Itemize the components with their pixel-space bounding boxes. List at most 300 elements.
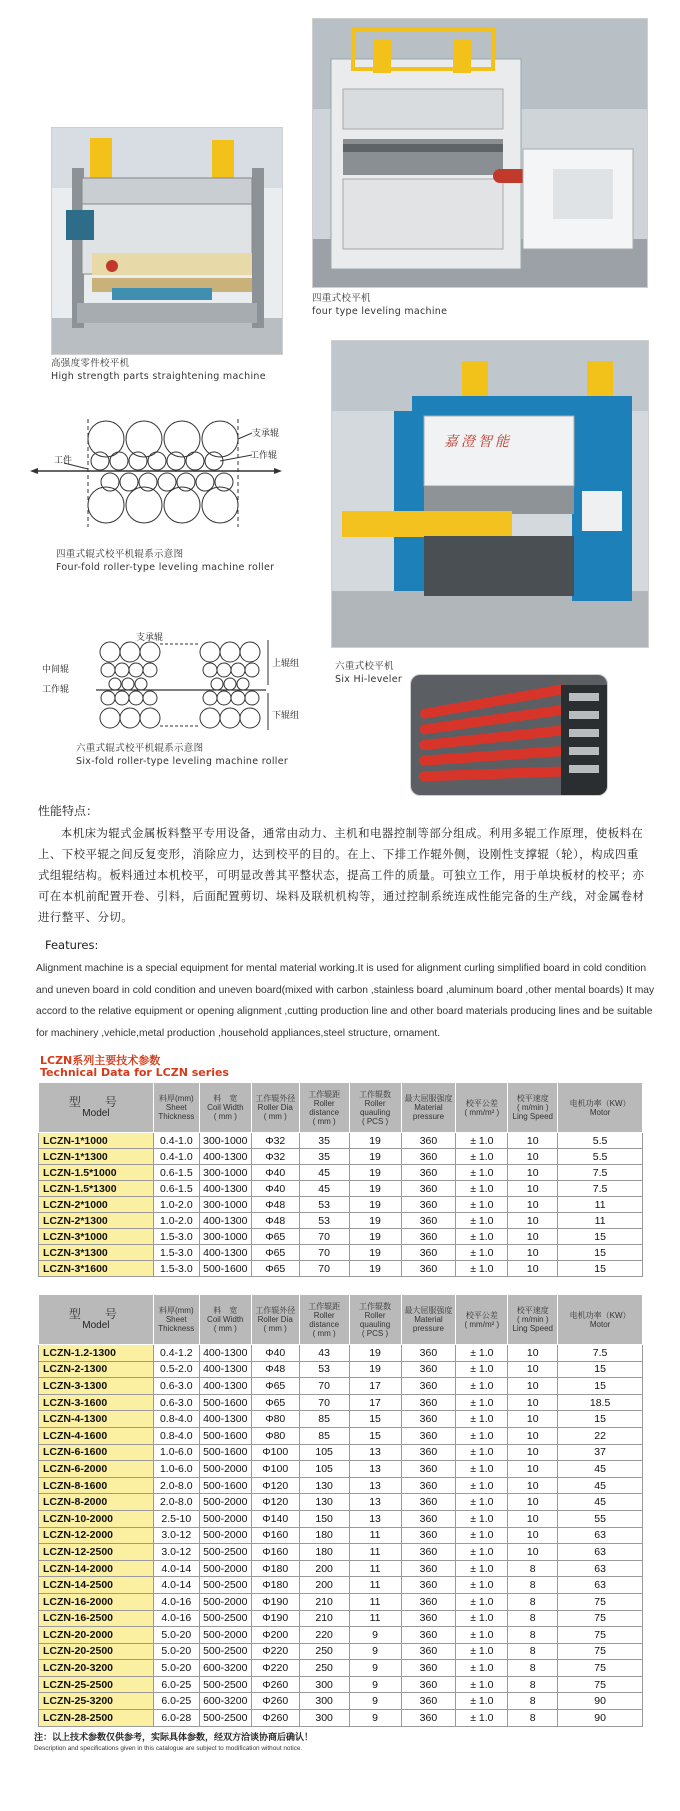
table-cell: 360: [401, 1394, 456, 1411]
table-cell: 10: [508, 1444, 558, 1461]
table-cell: 300-1000: [199, 1197, 251, 1213]
six-fold-caption-cn: 六重式辊式校平机辊系示意图: [76, 743, 204, 754]
table-cell: 8: [508, 1593, 558, 1610]
table-row: [39, 1394, 643, 1411]
table-cell: 180: [299, 1544, 349, 1561]
table-cell: 19: [349, 1261, 401, 1277]
table-cell: 360: [401, 1610, 456, 1627]
table-cell: 1.5-3.0: [153, 1245, 199, 1261]
table-cell: Φ32: [251, 1149, 299, 1165]
table-cell: 15: [558, 1378, 643, 1395]
table-cell: Φ100: [251, 1444, 299, 1461]
table-cell: 10: [508, 1261, 558, 1277]
table-cell: 5.5: [558, 1133, 643, 1149]
table-cell: ± 1.0: [456, 1477, 508, 1494]
table-cell: 360: [401, 1165, 456, 1181]
table-cell-model: LCZN-12-2500: [39, 1544, 154, 1561]
table-cell: 10: [508, 1494, 558, 1511]
table-cell: 0.8-4.0: [153, 1427, 199, 1444]
table-cell: 8: [508, 1643, 558, 1660]
table-cell: 250: [299, 1643, 349, 1660]
table-header-en: Coil Width: [207, 1315, 244, 1324]
features-title-cn: 性能特点：: [38, 804, 99, 818]
table-cell: 10: [508, 1213, 558, 1229]
table-cell-model: LCZN-10-2000: [39, 1510, 154, 1527]
table-cell: ± 1.0: [456, 1394, 508, 1411]
table-cell: Φ180: [251, 1560, 299, 1577]
table-header-cn: 型 号: [68, 1306, 123, 1321]
table-note-en: Description and specifications given in this catalogue are subject to modification without notice.: [34, 1745, 303, 1752]
table-cell: 45: [558, 1461, 643, 1478]
table-header-cn: 校平公差: [465, 1098, 498, 1108]
table-row: [39, 1197, 643, 1213]
table-cell: ± 1.0: [456, 1181, 508, 1197]
table-cell: 11: [349, 1577, 401, 1594]
table-cell: ± 1.0: [456, 1149, 508, 1165]
table-cell: 75: [558, 1660, 643, 1677]
table-cell: ± 1.0: [456, 1544, 508, 1561]
table-cell: Φ120: [251, 1477, 299, 1494]
table-header-cn: 工作辊数: [359, 1301, 392, 1311]
four-fold-caption-cn: 四重式辊式校平机辊系示意图: [56, 549, 184, 560]
table-header-cn: 料厚(mm): [159, 1094, 194, 1103]
table-row: [39, 1229, 643, 1245]
table-cell: 400-1300: [199, 1378, 251, 1395]
table-cell: Φ40: [251, 1165, 299, 1181]
table-cell: 4.0-16: [153, 1610, 199, 1627]
table-header-6: [401, 1083, 456, 1133]
table-cell: Φ260: [251, 1676, 299, 1693]
table-header-cn: 校平速度: [516, 1094, 549, 1103]
table-header-3: [251, 1083, 299, 1133]
table-cell: 360: [401, 1181, 456, 1197]
table-cell: ± 1.0: [456, 1165, 508, 1181]
table-cell-model: LCZN-1*1300: [39, 1149, 154, 1165]
table-row: [39, 1477, 643, 1494]
table-header-en: ( mm/m² ): [464, 1319, 500, 1329]
table-header-en: Material pressure: [412, 1103, 445, 1121]
four-fold-caption: [56, 548, 274, 574]
table-cell: 500-2000: [199, 1510, 251, 1527]
high-strength-caption-cn: 高强度零件校平机: [51, 358, 130, 369]
rollers-closeup-photo: [410, 674, 608, 796]
table-cell-model: LCZN-25-3200: [39, 1693, 154, 1710]
table-cell: 63: [558, 1527, 643, 1544]
table-cell: Φ32: [251, 1133, 299, 1149]
table-cell: ± 1.0: [456, 1461, 508, 1478]
four-type-caption-cn: 四重式校平机: [312, 293, 371, 304]
table-cell-model: LCZN-8-2000: [39, 1494, 154, 1511]
table-cell: 5.0-20: [153, 1643, 199, 1660]
table-header-unit: ( PCS ): [361, 1116, 389, 1126]
table-header-cn: 工作辊数: [359, 1089, 392, 1099]
table-cell: 200: [299, 1577, 349, 1594]
table-cell-model: LCZN-8-1600: [39, 1477, 154, 1494]
table-header-cn: 校平公差: [465, 1310, 498, 1320]
table-cell: 1.0-2.0: [153, 1197, 199, 1213]
table-title-cn: LCZN系列主要技术参数: [40, 1054, 161, 1067]
table-cell: 7.5: [558, 1165, 643, 1181]
four-fold-label-workpiece: 工件: [54, 456, 73, 466]
table-cell: 43: [299, 1345, 349, 1362]
table-cell: Φ80: [251, 1411, 299, 1428]
table-cell: 45: [299, 1165, 349, 1181]
table-cell: ± 1.0: [456, 1197, 508, 1213]
table-cell: 360: [401, 1593, 456, 1610]
table-cell: 2.5-10: [153, 1510, 199, 1527]
table-cell: 0.6-1.5: [153, 1165, 199, 1181]
table-cell: 90: [558, 1710, 643, 1727]
table-cell: 10: [508, 1411, 558, 1428]
table-cell: 19: [349, 1133, 401, 1149]
table-row: [39, 1560, 643, 1577]
table-cell-model: LCZN-1.5*1000: [39, 1165, 154, 1181]
table-cell: 130: [299, 1494, 349, 1511]
table-cell: 70: [299, 1394, 349, 1411]
table-cell: Φ65: [251, 1261, 299, 1277]
table-cell: 10: [508, 1527, 558, 1544]
table-cell: 1.0-2.0: [153, 1213, 199, 1229]
six-fold-caption: [76, 742, 288, 768]
table-cell-model: LCZN-20-2000: [39, 1627, 154, 1644]
table-cell: 400-1300: [199, 1411, 251, 1428]
table-cell: 300-1000: [199, 1133, 251, 1149]
table-cell: 19: [349, 1245, 401, 1261]
table-cell: 15: [558, 1261, 643, 1277]
table-cell: 300: [299, 1693, 349, 1710]
table-header-2: [199, 1295, 251, 1345]
table-cell: 360: [401, 1461, 456, 1478]
table-cell: 0.4-1.0: [153, 1149, 199, 1165]
table-cell: Φ160: [251, 1527, 299, 1544]
table-header-en: Coil Width: [207, 1103, 244, 1112]
table-cell: Φ160: [251, 1544, 299, 1561]
table-cell: 11: [349, 1527, 401, 1544]
table-cell: 8: [508, 1710, 558, 1727]
table-header-en: ( mm/m² ): [464, 1107, 500, 1117]
table-cell: 10: [508, 1181, 558, 1197]
table-cell: 8: [508, 1693, 558, 1710]
table-row: [39, 1577, 643, 1594]
table-cell: 500-2000: [199, 1494, 251, 1511]
table-cell: 360: [401, 1345, 456, 1362]
high-strength-caption-en: High strength parts straightening machine: [51, 371, 266, 382]
table-cell: Φ200: [251, 1627, 299, 1644]
table-cell: 0.6-3.0: [153, 1378, 199, 1395]
table-cell: 53: [299, 1361, 349, 1378]
table-cell: 9: [349, 1710, 401, 1727]
six-hi-caption-en: Six Hi-leveler: [335, 674, 403, 685]
table-cell: 500-1600: [199, 1427, 251, 1444]
table-row: [39, 1510, 643, 1527]
table-cell: 1.0-6.0: [153, 1444, 199, 1461]
table-cell-model: LCZN-6-2000: [39, 1461, 154, 1478]
table-cell: 15: [558, 1411, 643, 1428]
table-cell-model: LCZN-4-1600: [39, 1427, 154, 1444]
table-cell: Φ40: [251, 1345, 299, 1362]
four-type-caption: [312, 292, 447, 318]
spec-table-group2: [38, 1294, 643, 1727]
table-cell: Φ48: [251, 1197, 299, 1213]
table-cell: 600-3200: [199, 1660, 251, 1677]
table-cell: 19: [349, 1213, 401, 1229]
table-cell: ± 1.0: [456, 1643, 508, 1660]
table-cell: ± 1.0: [456, 1710, 508, 1727]
table-cell: 210: [299, 1593, 349, 1610]
table-cell: 19: [349, 1165, 401, 1181]
table-cell: 19: [349, 1181, 401, 1197]
table-header-unit: ( mm ): [213, 1324, 237, 1333]
table-header-en: Roller distance: [309, 1310, 340, 1329]
table-cell: Φ180: [251, 1577, 299, 1594]
table-cell: 10: [508, 1378, 558, 1395]
table-cell: 10: [508, 1427, 558, 1444]
table-cell: 500-1600: [199, 1261, 251, 1277]
table-cell: 105: [299, 1461, 349, 1478]
table-cell: 10: [508, 1149, 558, 1165]
table-cell-model: LCZN-16-2000: [39, 1593, 154, 1610]
table-cell: 19: [349, 1149, 401, 1165]
table-cell: 19: [349, 1345, 401, 1362]
table-cell: 10: [508, 1197, 558, 1213]
table-cell: 500-2500: [199, 1643, 251, 1660]
table-header-cn: 校平速度: [516, 1306, 549, 1315]
table-cell: 8: [508, 1610, 558, 1627]
table-cell: 500-2000: [199, 1461, 251, 1478]
table-cell: 360: [401, 1676, 456, 1693]
table-cell-model: LCZN-3-1600: [39, 1394, 154, 1411]
table-cell: 15: [558, 1245, 643, 1261]
table-cell: 500-1600: [199, 1477, 251, 1494]
table-row: [39, 1149, 643, 1165]
table-cell: ± 1.0: [456, 1345, 508, 1362]
table-header-en: Roller Dia: [257, 1103, 293, 1112]
table-cell: 300-1000: [199, 1165, 251, 1181]
table-cell-model: LCZN-12-2000: [39, 1527, 154, 1544]
table-cell-model: LCZN-2-1300: [39, 1361, 154, 1378]
six-hi-caption-cn: 六重式校平机: [335, 661, 394, 672]
table-cell: 360: [401, 1527, 456, 1544]
table-cell: ± 1.0: [456, 1527, 508, 1544]
table-cell: Φ65: [251, 1245, 299, 1261]
table-cell-model: LCZN-3-1300: [39, 1378, 154, 1395]
table-cell: 10: [508, 1461, 558, 1478]
features-title-en: Features:: [45, 938, 99, 952]
table-header-cn: 最大屈服强度: [404, 1094, 453, 1103]
table-cell: ± 1.0: [456, 1361, 508, 1378]
table-cell: 8: [508, 1660, 558, 1677]
six-fold-roller-diagram: [40, 630, 308, 740]
table-row: [39, 1544, 643, 1561]
table-cell: 360: [401, 1149, 456, 1165]
table-cell: 8: [508, 1627, 558, 1644]
table-cell: 10: [508, 1394, 558, 1411]
table-cell: 2.0-8.0: [153, 1477, 199, 1494]
table-cell: 37: [558, 1444, 643, 1461]
table-header-0: [39, 1295, 154, 1345]
table-cell: 360: [401, 1710, 456, 1727]
table-cell-model: LCZN-16-2500: [39, 1610, 154, 1627]
table-cell: 500-2500: [199, 1676, 251, 1693]
table-cell-model: LCZN-28-2500: [39, 1710, 154, 1727]
table-cell: Φ80: [251, 1427, 299, 1444]
four-fold-label-support: 支承辊: [252, 429, 280, 439]
table-header-6: [401, 1295, 456, 1345]
table-cell: 500-2500: [199, 1710, 251, 1727]
table-header-unit: ( mm ): [213, 1112, 237, 1121]
four-fold-roller-diagram: [24, 413, 289, 543]
table-header-0: [39, 1083, 154, 1133]
table-cell: 0.6-1.5: [153, 1181, 199, 1197]
table-row: [39, 1593, 643, 1610]
six-fold-label-upper-group: 上辊组: [272, 659, 300, 669]
table-cell: 360: [401, 1577, 456, 1594]
table-cell: 400-1300: [199, 1245, 251, 1261]
table-header-cn: 电机功率（KW）: [569, 1098, 631, 1108]
table-cell: 360: [401, 1133, 456, 1149]
table-cell: 6.0-28: [153, 1710, 199, 1727]
table-cell: ± 1.0: [456, 1494, 508, 1511]
table-cell-model: LCZN-3*1300: [39, 1245, 154, 1261]
table-cell: 75: [558, 1610, 643, 1627]
table-cell: Φ220: [251, 1660, 299, 1677]
table-row: [39, 1411, 643, 1428]
table-header-en: Model: [82, 1319, 110, 1331]
table-cell: 360: [401, 1229, 456, 1245]
table-cell: 11: [349, 1544, 401, 1561]
table-cell: ± 1.0: [456, 1577, 508, 1594]
table-cell-model: LCZN-1.2-1300: [39, 1345, 154, 1362]
six-fold-label-work: 工作辊: [42, 685, 70, 695]
table-cell: Φ260: [251, 1710, 299, 1727]
table-cell: 19: [349, 1197, 401, 1213]
table-cell: ± 1.0: [456, 1444, 508, 1461]
table-header-3: [251, 1295, 299, 1345]
table-cell: 3.0-12: [153, 1527, 199, 1544]
table-row: [39, 1627, 643, 1644]
six-hi-logo-text: 嘉澄智能: [444, 434, 512, 450]
six-hi-leveler-photo: [331, 340, 649, 648]
table-cell: ± 1.0: [456, 1261, 508, 1277]
table-cell: 70: [299, 1378, 349, 1395]
table-row: [39, 1361, 643, 1378]
table-header-cn: 最大屈服强度: [404, 1306, 453, 1315]
table-header-cn: 料 宽: [213, 1306, 238, 1315]
table-cell: 63: [558, 1560, 643, 1577]
spec-table-group1: [38, 1082, 643, 1277]
table-header-en: Roller quauling: [359, 1310, 391, 1329]
table-cell: 75: [558, 1676, 643, 1693]
table-cell: 11: [558, 1197, 643, 1213]
table-cell: ± 1.0: [456, 1610, 508, 1627]
table-cell: 11: [558, 1213, 643, 1229]
table-header-cn: 型 号: [68, 1094, 123, 1109]
table-cell: 8: [508, 1560, 558, 1577]
table-cell-model: LCZN-1.5*1300: [39, 1181, 154, 1197]
table-row: [39, 1461, 643, 1478]
table-header-2: [199, 1083, 251, 1133]
table-cell: 9: [349, 1676, 401, 1693]
table-header-9: [558, 1295, 643, 1345]
table-cell: 13: [349, 1444, 401, 1461]
table-cell: 360: [401, 1378, 456, 1395]
table-cell-model: LCZN-6-1600: [39, 1444, 154, 1461]
table-cell: Φ100: [251, 1461, 299, 1478]
table-cell-model: LCZN-14-2500: [39, 1577, 154, 1594]
table-cell: ± 1.0: [456, 1133, 508, 1149]
table-cell: 500-1600: [199, 1394, 251, 1411]
table-header-8: [508, 1295, 558, 1345]
table-header-cn: 工作辊距: [308, 1089, 341, 1099]
table-cell: 500-2000: [199, 1593, 251, 1610]
table-cell: 400-1300: [199, 1213, 251, 1229]
table-cell: 5.0-20: [153, 1627, 199, 1644]
table-header-cn: 工作辊外径: [255, 1094, 296, 1103]
table-cell: 360: [401, 1245, 456, 1261]
table-cell: 35: [299, 1149, 349, 1165]
table-cell: 1.0-6.0: [153, 1461, 199, 1478]
table-cell: 360: [401, 1643, 456, 1660]
table-cell: 360: [401, 1477, 456, 1494]
table-header-cn: 工作辊距: [308, 1301, 341, 1311]
table-cell: 19: [349, 1361, 401, 1378]
table-cell: 70: [299, 1229, 349, 1245]
table-cell: Φ40: [251, 1181, 299, 1197]
four-type-caption-en: four type leveling machine: [312, 306, 448, 317]
table-cell: 360: [401, 1427, 456, 1444]
table-cell: 6.0-25: [153, 1693, 199, 1710]
six-fold-label-lower-group: 下辊组: [272, 711, 300, 721]
table-row: [39, 1181, 643, 1197]
table-header-unit: ( mm ): [263, 1112, 287, 1121]
table-cell: ± 1.0: [456, 1378, 508, 1395]
table-cell: 1.5-3.0: [153, 1261, 199, 1277]
table-cell: 8: [508, 1676, 558, 1693]
table-cell: ± 1.0: [456, 1693, 508, 1710]
table-cell: 18.5: [558, 1394, 643, 1411]
table-cell: 10: [508, 1133, 558, 1149]
table-cell: 300-1000: [199, 1229, 251, 1245]
table-header-5: [349, 1083, 401, 1133]
table-row: [39, 1345, 643, 1362]
table-cell: 0.4-1.2: [153, 1345, 199, 1362]
table-cell-model: LCZN-14-2000: [39, 1560, 154, 1577]
table-row: [39, 1165, 643, 1181]
table-cell: 10: [508, 1229, 558, 1245]
table-cell: 10: [508, 1165, 558, 1181]
table-cell: 0.6-3.0: [153, 1394, 199, 1411]
table-cell: 75: [558, 1593, 643, 1610]
table-cell: 130: [299, 1477, 349, 1494]
table-cell: 53: [299, 1197, 349, 1213]
table-header-1: [153, 1295, 199, 1345]
table-cell: 11: [349, 1560, 401, 1577]
table-row: [39, 1643, 643, 1660]
table-header-en: Material pressure: [412, 1315, 444, 1333]
table-cell: 13: [349, 1494, 401, 1511]
table-cell-model: LCZN-2*1000: [39, 1197, 154, 1213]
table-cell: 63: [558, 1577, 643, 1594]
table-header-cn: 料 宽: [213, 1094, 238, 1103]
table-header-en: Model: [82, 1107, 110, 1119]
table-header-en: Motor: [589, 1107, 611, 1117]
table-cell: 10: [508, 1510, 558, 1527]
table-cell-model: LCZN-4-1300: [39, 1411, 154, 1428]
table-cell: ± 1.0: [456, 1245, 508, 1261]
table-cell: 360: [401, 1494, 456, 1511]
table-cell: ± 1.0: [456, 1427, 508, 1444]
table-cell: 45: [558, 1477, 643, 1494]
